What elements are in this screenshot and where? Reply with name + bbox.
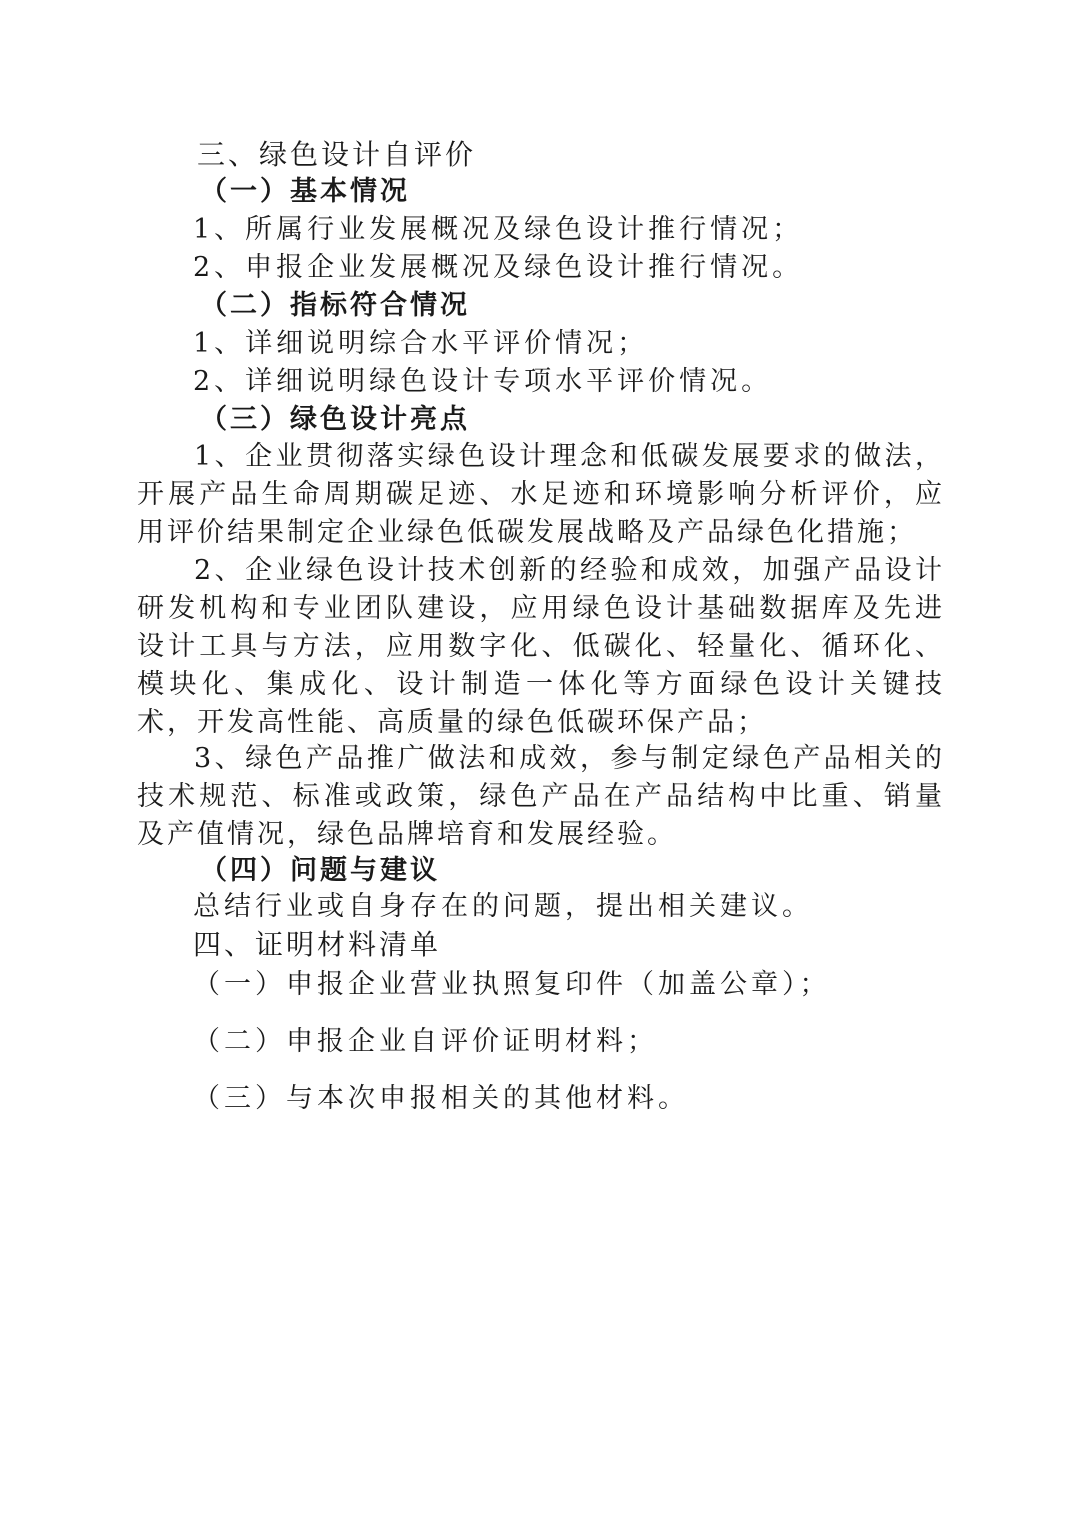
section-4-title: 四、证明材料清单: [193, 928, 442, 961]
section-3-title: 三、绿色设计自评价: [197, 138, 477, 171]
section-3-3-para-2: 2、企业绿色设计技术创新的经验和成效，加强产品设计研发机构和专业团队建设，应用绿色设计基础数据库及先进设计工具与方法，应用数字化、低碳化、轻量化、循环化、模块化、集成化、设计制造一体化等方面绿色设计关键技术，开发高性能、高质量的绿色低碳环保产品；: [137, 555, 945, 738]
section-3-4-title: （四）问题与建议: [200, 855, 440, 886]
section-3-3-para-1: 1、企业贯彻落实绿色设计理念和低碳发展要求的做法，开展产品生命周期碳足迹、水足迹和环境影响分析评价，应用评价结果制定企业绿色低碳发展战略及产品绿色化措施；: [137, 441, 945, 548]
section-3-1-item-1: 1、所属行业发展概况及绿色设计推行情况；: [193, 214, 804, 245]
section-3-1-item-2: 2、申报企业发展概况及绿色设计推行情况。: [193, 252, 804, 283]
section-3-2-item-1: 1、详细说明综合水平评价情况；: [193, 328, 649, 359]
section-3-1-title: （一）基本情况: [200, 176, 410, 207]
section-3-2-title: （二）指标符合情况: [200, 290, 470, 321]
section-3-2-item-2: 2、详细说明绿色设计专项水平评价情况。: [193, 366, 773, 397]
section-4-item-3: （三）与本次申报相关的其他材料。: [193, 1083, 689, 1114]
section-3-4-text: 总结行业或自身存在的问题，提出相关建议。: [193, 891, 813, 922]
section-4-item-2: （二）申报企业自评价证明材料；: [193, 1026, 658, 1057]
section-4-item-1: （一）申报企业营业执照复印件（加盖公章）；: [193, 969, 831, 1000]
section-3-3-title: （三）绿色设计亮点: [200, 404, 470, 435]
section-3-3-para-3: 3、绿色产品推广做法和成效，参与制定绿色产品相关的技术规范、标准或政策，绿色产品在产品结构中比重、销量及产值情况，绿色品牌培育和发展经验。: [137, 743, 945, 850]
